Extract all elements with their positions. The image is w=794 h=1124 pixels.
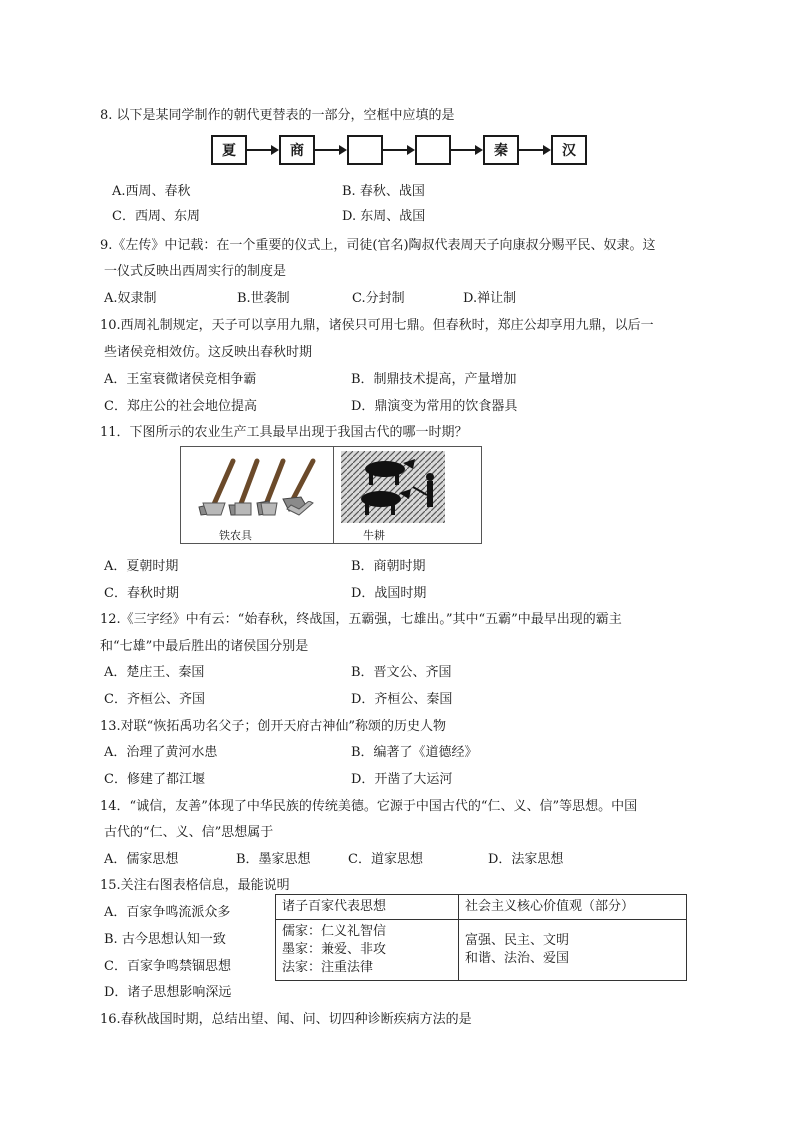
ox-plowing-icon	[341, 451, 445, 523]
arrow-icon	[451, 149, 481, 151]
arrow-icon	[315, 149, 345, 151]
table-cell-line: 和谐、法治、爱国	[465, 951, 570, 966]
dynasty-box-shang: 商	[279, 135, 315, 165]
q12-option-d: D．齐桓公、秦国	[351, 692, 453, 707]
q13-option-c: C．修建了都江堰	[104, 772, 205, 787]
q11-option-d: D．战国时期	[351, 586, 427, 601]
table-header-row	[276, 895, 687, 920]
q15-option-b: B. 古今思想认知一致	[104, 932, 226, 947]
table-cell-line: 法家：注重法律	[282, 960, 374, 975]
q14-stem-line2: 古代的“仁、义、信”思想属于	[104, 825, 274, 840]
table-cell-line: 儒家：仁义礼智信	[282, 924, 387, 939]
table-header-cell: 诸子百家代表思想	[276, 895, 459, 920]
q13-option-d: D．开凿了大运河	[351, 772, 453, 787]
q11-option-c: C．春秋时期	[104, 586, 179, 601]
q9-option-c: C.分封制	[352, 291, 405, 306]
q10-option-b: B．制鼎技术提高，产量增加	[351, 372, 517, 387]
q14-option-c: C．道家思想	[348, 852, 423, 867]
arrow-icon	[383, 149, 413, 151]
q8-option-b: B. 春秋、战国	[342, 184, 425, 199]
q14-stem-line1: 14．“诚信，友善”体现了中华民族的传统美德。它源于中国古代的“仁、义、信”等思想。中国	[100, 799, 638, 814]
q10-option-d: D．鼎演变为常用的饮食器具	[351, 399, 518, 414]
arrow-icon	[519, 149, 549, 151]
q8-option-c: C．西周、东周	[112, 209, 200, 224]
q14-option-a: A．儒家思想	[104, 852, 179, 867]
q14-option-d: D．法家思想	[488, 852, 564, 867]
q8-option-a: A.西周、春秋	[112, 184, 191, 199]
table-row	[276, 920, 687, 981]
q15-table	[275, 894, 687, 981]
q10-option-a: A．王室衰微诸侯竞相争霸	[104, 372, 257, 387]
q15-option-c: C．百家争鸣禁锢思想	[104, 959, 231, 974]
q10-stem-line1: 10.西周礼制规定，天子可以享用九鼎，诸侯只可用七鼎。但春秋时，郑庄公却享用九鼎，以后一	[100, 318, 654, 333]
q11-option-b: B．商朝时期	[351, 559, 426, 574]
q9-stem-line1: 9.《左传》中记载：在一个重要的仪式上，司徒(官名)陶叔代表周天子向康叔分赐平民、奴隶。这	[100, 238, 656, 253]
table-header-cell: 社会主义核心价值观（部分）	[459, 895, 687, 920]
iron-tool-heads-icon	[199, 501, 319, 519]
table-cell-values	[459, 920, 687, 981]
table-cell-line: 富强、民主、文明	[465, 933, 570, 948]
q9-option-b: B.世袭制	[237, 291, 290, 306]
caption-ox-plowing: 牛耕	[363, 529, 385, 542]
dynasty-box-blank-2	[415, 135, 451, 165]
q15-option-d: D．诸子思想影响深远	[104, 985, 232, 1000]
q12-stem-line1: 12.《三字经》中有云：“始春秋，终战国，五霸强，七雄出。”其中“五霸”中最早出现的霸主	[100, 612, 622, 627]
q11-option-a: A．夏朝时期	[104, 559, 179, 574]
q10-option-c: C．郑庄公的社会地位提高	[104, 399, 257, 414]
q9-option-d: D.禅让制	[463, 291, 517, 306]
q13-option-b: B．编著了《道德经》	[351, 745, 478, 760]
agricultural-tools-figure	[180, 446, 482, 544]
dynasty-box-xia: 夏	[211, 135, 247, 165]
q16-stem: 16.春秋战国时期，总结出望、闻、问、切四种诊断疾病方法的是	[100, 1012, 472, 1027]
dynasty-box-han: 汉	[551, 135, 587, 165]
q11-stem: 11．下图所示的农业生产工具最早出现于我国古代的哪一时期？	[100, 425, 468, 440]
q15-stem: 15.关注右图表格信息，最能说明	[100, 878, 290, 893]
q13-option-a: A．治理了黄河水患	[104, 745, 218, 760]
table-cell-schools	[276, 920, 459, 981]
q10-stem-line2: 些诸侯竞相效仿。这反映出春秋时期	[104, 345, 313, 360]
caption-iron-tools: 铁农具	[219, 529, 252, 542]
q8-option-d: D. 东周、战国	[342, 209, 426, 224]
q8-stem: 8. 以下是某同学制作的朝代更替表的一部分，空框中应填的是	[100, 108, 455, 123]
dynasty-box-qin: 秦	[483, 135, 519, 165]
q13-stem: 13.对联“恢拓禹功名父子；创开天府古神仙”称颂的历史人物	[100, 719, 446, 734]
dynasty-box-blank-1	[347, 135, 383, 165]
q12-stem-line2: 和“七雄”中最后胜出的诸侯国分别是	[100, 639, 309, 654]
q12-option-b: B．晋文公、齐国	[351, 665, 452, 680]
q14-option-b: B．墨家思想	[236, 852, 311, 867]
q9-stem-line2: 一仪式反映出西周实行的制度是	[104, 264, 287, 279]
q12-option-c: C．齐桓公、齐国	[104, 692, 205, 707]
q12-option-a: A．楚庄王、秦国	[104, 665, 205, 680]
q15-option-a: A．百家争鸣流派众多	[104, 905, 231, 920]
q9-option-a: A.奴隶制	[104, 291, 157, 306]
arrow-icon	[247, 149, 277, 151]
table-cell-line: 墨家：兼爱、非攻	[282, 942, 387, 957]
